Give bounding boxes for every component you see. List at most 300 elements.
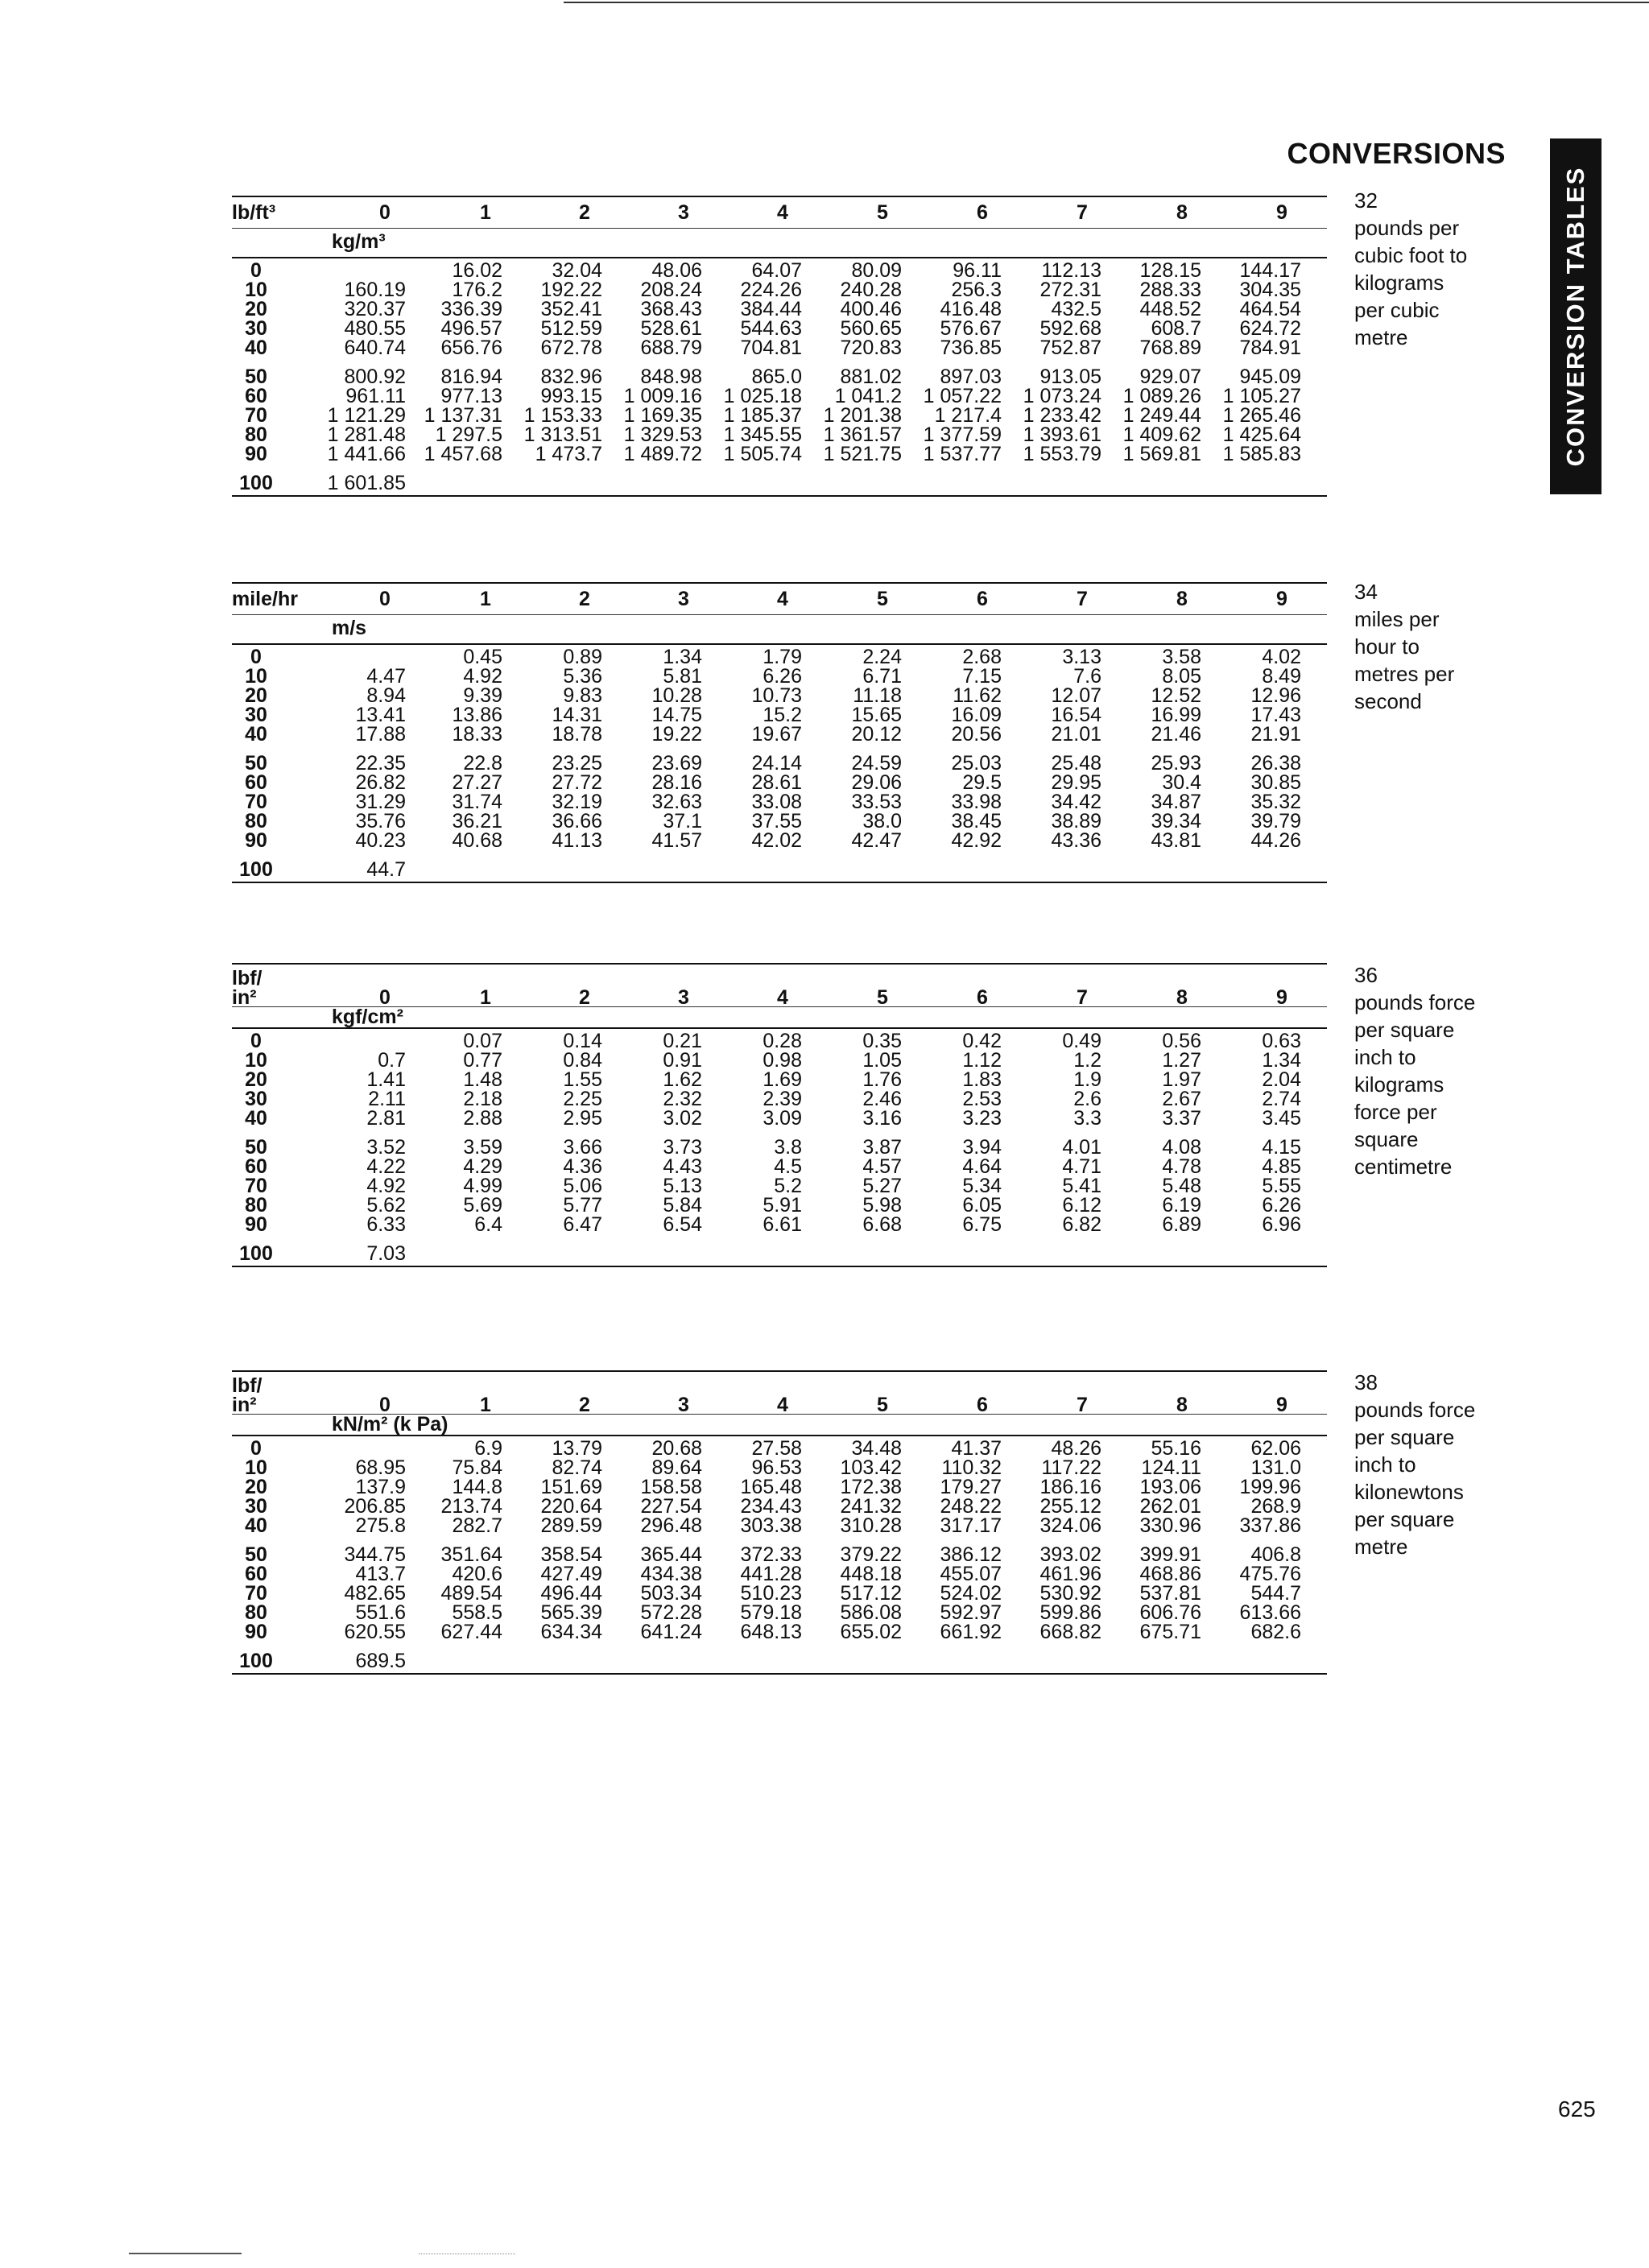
table-row [232, 858, 1327, 881]
table-cell: 365.44 [640, 1543, 702, 1566]
table-cell: 213.74 [440, 1495, 502, 1518]
table-cell: 512.59 [540, 317, 602, 340]
table-cell: 1 425.64 [1222, 423, 1301, 446]
table-cell: 1 441.66 [327, 443, 406, 465]
description-line: cubic foot to [1354, 243, 1468, 267]
table-cell: 468.86 [1139, 1563, 1201, 1585]
page-top-rule [564, 2, 1649, 3]
table-cell: 33.08 [751, 791, 802, 813]
row-label: 40 [245, 723, 267, 746]
description-line: inch to [1354, 1452, 1416, 1477]
table-cell: 510.23 [740, 1582, 802, 1605]
table-cell: 993.15 [540, 385, 602, 407]
conversion-table-mile-hr-to-m-s [232, 582, 1327, 883]
table-cell: 5.55 [1262, 1175, 1301, 1197]
row-label: 10 [245, 1049, 267, 1072]
table-cell: 3.16 [862, 1107, 902, 1130]
table-row [232, 1621, 1327, 1641]
table-cell: 26.38 [1250, 752, 1301, 775]
description-line: per square [1354, 1018, 1455, 1042]
table-row [232, 684, 1327, 707]
table-cell: 0.35 [862, 1030, 902, 1052]
table-cell: 482.65 [344, 1582, 406, 1605]
table-cell: 1.9 [1073, 1068, 1101, 1091]
row-label: 0 [250, 1437, 262, 1460]
column-header: 2 [579, 986, 590, 1009]
row-label: 10 [245, 279, 267, 301]
table-cell: 897.03 [940, 366, 1002, 388]
description-line: pounds force [1354, 1398, 1476, 1422]
table-cell: 220.64 [540, 1495, 602, 1518]
table-cell: 4.08 [1162, 1136, 1201, 1159]
row-label: 20 [245, 1068, 267, 1091]
table-cell: 288.33 [1139, 279, 1201, 301]
table-cell: 816.94 [440, 366, 502, 388]
column-header: 4 [777, 1394, 788, 1416]
table-cell: 2.6 [1073, 1088, 1101, 1110]
table-body [232, 1029, 1327, 1265]
row-label: 80 [245, 423, 267, 446]
table-row [232, 752, 1327, 775]
table-cell: 6.9 [474, 1437, 502, 1460]
row-label: 70 [245, 404, 267, 427]
description-line: metre [1354, 1535, 1408, 1559]
table-end-rule [232, 1266, 1327, 1267]
column-header: 0 [379, 588, 391, 610]
table-cell: 6.05 [962, 1194, 1002, 1217]
table-cell: 5.81 [663, 665, 702, 688]
table-row [232, 665, 1327, 688]
table-cell: 0.42 [962, 1030, 1002, 1052]
table-cell: 6.68 [862, 1213, 902, 1236]
table-cell: 627.44 [440, 1621, 502, 1643]
table-cell: 165.48 [740, 1476, 802, 1498]
column-header: 1 [480, 588, 491, 610]
table-cell: 282.7 [452, 1514, 502, 1537]
table-cell: 7.03 [366, 1242, 406, 1265]
table-cell: 6.4 [474, 1213, 502, 1236]
table-cell: 22.8 [463, 752, 502, 775]
table-cell: 4.92 [463, 665, 502, 688]
table-cell: 55.16 [1151, 1437, 1201, 1460]
column-header: 9 [1276, 1394, 1287, 1416]
table-cell: 832.96 [540, 366, 602, 388]
table-description [1354, 187, 1515, 351]
table-cell: 6.19 [1162, 1194, 1201, 1217]
table-cell: 1 329.53 [623, 423, 702, 446]
row-label: 100 [239, 858, 273, 881]
table-cell: 475.76 [1239, 1563, 1301, 1585]
column-header: 8 [1176, 986, 1188, 1009]
table-cell: 2.88 [463, 1107, 502, 1130]
sub-unit-label: m/s [332, 617, 367, 639]
table-cell: 413.7 [355, 1563, 406, 1585]
table-cell: 38.0 [862, 810, 902, 832]
table-cell: 736.85 [940, 337, 1002, 359]
row-label: 90 [245, 1621, 267, 1643]
table-cell: 40.23 [355, 829, 406, 852]
column-header: 3 [678, 1394, 689, 1416]
table-cell: 324.06 [1039, 1514, 1101, 1537]
table-cell: 1 281.48 [327, 423, 406, 446]
table-cell: 1.2 [1073, 1049, 1101, 1072]
row-label: 40 [245, 337, 267, 359]
table-cell: 2.81 [366, 1107, 406, 1130]
table-cell: 80.09 [851, 259, 902, 282]
table-row [232, 1457, 1327, 1477]
table-cell: 1 345.55 [723, 423, 802, 446]
table-cell: 124.11 [1141, 1456, 1201, 1479]
table-cell: 3.58 [1162, 646, 1201, 668]
row-label: 30 [245, 317, 267, 340]
description-line: per square [1354, 1425, 1455, 1449]
table-cell: 131.0 [1250, 1456, 1301, 1479]
table-cell: 1 201.38 [823, 404, 902, 427]
table-cell: 37.55 [751, 810, 802, 832]
table-cell: 6.54 [663, 1213, 702, 1236]
table-cell: 255.12 [1039, 1495, 1101, 1518]
table-cell: 1 473.7 [535, 443, 602, 465]
description-line: kilograms [1354, 1072, 1444, 1097]
table-cell: 310.28 [840, 1514, 902, 1537]
table-cell: 248.22 [940, 1495, 1002, 1518]
table-cell: 455.07 [940, 1563, 1002, 1585]
table-cell: 3.94 [962, 1136, 1002, 1159]
table-row [232, 723, 1327, 746]
table-row [232, 1213, 1327, 1236]
table-cell: 320.37 [344, 298, 406, 320]
row-label: 100 [239, 472, 273, 494]
table-cell: 565.39 [540, 1601, 602, 1624]
table-row [232, 1089, 1327, 1108]
table-cell: 489.54 [440, 1582, 502, 1605]
table-cell: 9.39 [463, 684, 502, 707]
table-cell: 668.82 [1039, 1621, 1101, 1643]
header-bottom-rule [232, 643, 1327, 645]
table-cell: 48.06 [651, 259, 702, 282]
table-cell: 12.07 [1051, 684, 1101, 707]
table-cell: 40.68 [452, 829, 502, 852]
table-cell: 3.13 [1062, 646, 1101, 668]
table-cell: 358.54 [540, 1543, 602, 1566]
table-cell: 38.45 [951, 810, 1002, 832]
table-cell: 192.22 [540, 279, 602, 301]
table-cell: 848.98 [640, 366, 702, 388]
table-cell: 517.12 [840, 1582, 902, 1605]
table-row [232, 259, 1327, 282]
row-label: 0 [250, 259, 262, 282]
table-cell: 464.54 [1239, 298, 1301, 320]
table-cell: 0.45 [463, 646, 502, 668]
description-line: metre [1354, 325, 1408, 349]
table-cell: 4.71 [1062, 1155, 1101, 1178]
table-cell: 524.02 [940, 1582, 1002, 1605]
table-cell: 275.8 [355, 1514, 406, 1537]
table-cell: 6.33 [366, 1213, 406, 1236]
table-cell: 1 569.81 [1122, 443, 1201, 465]
table-cell: 1 137.31 [424, 404, 502, 427]
table-cell: 33.98 [951, 791, 1002, 813]
table-cell: 27.58 [751, 1437, 802, 1460]
table-cell: 480.55 [344, 317, 406, 340]
row-label: 80 [245, 1601, 267, 1624]
table-cell: 1.69 [763, 1068, 802, 1091]
table-row [232, 829, 1327, 852]
table-cell: 656.76 [440, 337, 502, 359]
row-label: 60 [245, 771, 267, 794]
table-cell: 4.85 [1262, 1155, 1301, 1178]
table-cell: 572.28 [640, 1601, 702, 1624]
table-header [232, 1370, 1327, 1436]
table-cell: 234.43 [740, 1495, 802, 1518]
table-cell: 272.31 [1039, 279, 1101, 301]
row-label: 30 [245, 1088, 267, 1110]
sub-unit-label: kg/m³ [332, 230, 386, 253]
table-cell: 1 313.51 [523, 423, 602, 446]
table-cell: 2.74 [1262, 1088, 1301, 1110]
table-row [232, 1031, 1327, 1050]
table-cell: 103.42 [840, 1456, 902, 1479]
table-cell: 1 153.33 [523, 404, 602, 427]
header-divider [232, 1006, 1327, 1007]
table-cell: 18.33 [452, 723, 502, 746]
table-cell: 268.9 [1250, 1495, 1301, 1518]
table-cell: 43.36 [1051, 829, 1101, 852]
table-cell: 42.02 [751, 829, 802, 852]
table-cell: 3.37 [1162, 1107, 1201, 1130]
table-cell: 945.09 [1239, 366, 1301, 388]
table-cell: 6.26 [1262, 1194, 1301, 1217]
table-cell: 13.86 [452, 704, 502, 726]
column-header: 9 [1276, 986, 1287, 1009]
table-cell: 48.26 [1051, 1437, 1101, 1460]
table-cell: 34.42 [1051, 791, 1101, 813]
column-header: 6 [977, 1394, 988, 1416]
description-line: square [1354, 1127, 1419, 1151]
table-cell: 96.11 [953, 259, 1002, 282]
table-cell: 592.68 [1039, 317, 1101, 340]
table-cell: 606.76 [1139, 1601, 1201, 1624]
table-cell: 2.18 [463, 1088, 502, 1110]
table-cell: 68.95 [355, 1456, 406, 1479]
table-cell: 752.87 [1039, 337, 1101, 359]
table-cell: 913.05 [1039, 366, 1101, 388]
description-line: hour to [1354, 634, 1420, 659]
table-cell: 8.94 [366, 684, 406, 707]
table-cell: 672.78 [540, 337, 602, 359]
column-header: 9 [1276, 201, 1287, 224]
table-row [232, 366, 1327, 386]
table-cell: 1.34 [663, 646, 702, 668]
table-cell: 62.06 [1250, 1437, 1301, 1460]
table-cell: 21.91 [1250, 723, 1301, 746]
table-cell: 4.92 [366, 1175, 406, 1197]
table-cell: 6.71 [862, 665, 902, 688]
table-cell: 558.5 [452, 1601, 502, 1624]
table-cell: 82.74 [552, 1456, 602, 1479]
column-header: 4 [777, 588, 788, 610]
table-row [232, 791, 1327, 811]
row-label: 0 [250, 646, 262, 668]
table-cell: 20.56 [951, 723, 1002, 746]
table-cell: 3.59 [463, 1136, 502, 1159]
table-row [232, 1155, 1327, 1178]
table-number: 32 [1354, 188, 1378, 213]
table-cell: 5.34 [962, 1175, 1002, 1197]
table-row [232, 473, 1327, 492]
table-row [232, 299, 1327, 318]
unit-label: lb/ft³ [232, 201, 276, 224]
table-cell: 240.28 [840, 279, 902, 301]
row-label: 30 [245, 704, 267, 726]
table-cell: 336.39 [440, 298, 502, 320]
table-cell: 368.43 [640, 298, 702, 320]
table-cell: 416.48 [940, 298, 1002, 320]
table-cell: 6.89 [1162, 1213, 1201, 1236]
footer-rule [129, 2253, 242, 2254]
table-cell: 33.53 [851, 791, 902, 813]
table-cell: 720.83 [840, 337, 902, 359]
table-cell: 393.02 [1039, 1543, 1101, 1566]
table-cell: 675.71 [1139, 1621, 1201, 1643]
table-cell: 1 537.77 [923, 443, 1002, 465]
table-cell: 4.15 [1262, 1136, 1301, 1159]
row-label: 70 [245, 791, 267, 813]
table-cell: 1 361.57 [823, 423, 902, 446]
table-cell: 1 025.18 [723, 385, 802, 407]
table-cell: 2.53 [962, 1088, 1002, 1110]
table-cell: 0.14 [563, 1030, 602, 1052]
table-cell: 7.6 [1073, 665, 1101, 688]
table-cell: 6.82 [1062, 1213, 1101, 1236]
table-cell: 599.86 [1039, 1601, 1101, 1624]
table-row [232, 1515, 1327, 1535]
header-divider [232, 228, 1327, 229]
column-header: 7 [1077, 588, 1088, 610]
column-header: 6 [977, 986, 988, 1009]
column-header: 4 [777, 986, 788, 1009]
table-cell: 28.16 [651, 771, 702, 794]
table-cell: 5.48 [1162, 1175, 1201, 1197]
table-cell: 23.25 [552, 752, 602, 775]
description-line: kilonewtons [1354, 1480, 1464, 1504]
description-line: second [1354, 689, 1422, 713]
table-cell: 29.5 [962, 771, 1002, 794]
table-cell: 75.84 [452, 1456, 502, 1479]
table-cell: 2.04 [1262, 1068, 1301, 1091]
table-description [1354, 1369, 1515, 1560]
row-label: 90 [245, 1213, 267, 1236]
table-number: 38 [1354, 1370, 1378, 1394]
table-cell: 27.72 [552, 771, 602, 794]
row-label: 80 [245, 810, 267, 832]
table-row [232, 1107, 1327, 1130]
table-end-rule [232, 882, 1327, 883]
table-cell: 5.13 [663, 1175, 702, 1197]
table-cell: 1 489.72 [623, 443, 702, 465]
unit-label: in² [232, 1394, 257, 1416]
table-cell: 406.8 [1250, 1543, 1301, 1566]
row-label: 20 [245, 1476, 267, 1498]
table-cell: 2.46 [862, 1088, 902, 1110]
table-cell: 0.07 [463, 1030, 502, 1052]
table-cell: 8.49 [1262, 665, 1301, 688]
table-cell: 2.32 [663, 1088, 702, 1110]
table-cell: 144.17 [1239, 259, 1301, 282]
table-cell: 144.8 [452, 1476, 502, 1498]
conversion-table-lbf-in2-to-kn-m2 [232, 1370, 1327, 1675]
table-cell: 38.89 [1051, 810, 1101, 832]
column-header: 0 [379, 201, 391, 224]
table-cell: 503.34 [640, 1582, 702, 1605]
table-cell: 186.16 [1039, 1476, 1101, 1498]
table-cell: 193.06 [1139, 1476, 1201, 1498]
conversion-table-lb-ft3-to-kg-m3 [232, 196, 1327, 497]
table-cell: 399.91 [1139, 1543, 1201, 1566]
table-cell: 613.66 [1239, 1601, 1301, 1624]
table-cell: 16.09 [951, 704, 1002, 726]
table-cell: 689.5 [355, 1650, 406, 1672]
table-cell: 1 521.75 [823, 443, 902, 465]
table-cell: 41.37 [951, 1437, 1002, 1460]
table-cell: 865.0 [751, 366, 802, 388]
table-cell: 25.93 [1151, 752, 1201, 775]
unit-label: mile/hr [232, 588, 298, 610]
table-row [232, 1477, 1327, 1496]
description-line: miles per [1354, 607, 1440, 631]
table-cell: 2.67 [1162, 1088, 1201, 1110]
table-cell: 29.06 [851, 771, 902, 794]
table-cell: 2.11 [368, 1088, 406, 1110]
table-row [232, 1582, 1327, 1605]
column-header: 0 [379, 986, 391, 1009]
table-cell: 337.86 [1239, 1514, 1301, 1537]
table-cell: 351.64 [440, 1543, 502, 1566]
table-row [232, 1136, 1327, 1159]
table-cell: 35.76 [355, 810, 406, 832]
table-cell: 1 409.62 [1122, 423, 1201, 446]
table-cell: 28.61 [751, 771, 802, 794]
column-header: 0 [379, 1394, 391, 1416]
table-cell: 36.21 [452, 810, 502, 832]
table-cell: 5.36 [563, 665, 602, 688]
table-row [232, 704, 1327, 724]
page-number: 625 [1558, 2097, 1596, 2121]
table-cell: 352.41 [540, 298, 602, 320]
row-label: 100 [239, 1242, 273, 1265]
unit-label: lbf/ [232, 1374, 262, 1397]
table-cell: 17.88 [355, 723, 406, 746]
table-cell: 496.44 [540, 1582, 602, 1605]
header-bottom-rule [232, 257, 1327, 258]
row-label: 80 [245, 1194, 267, 1217]
column-header: 2 [579, 588, 590, 610]
table-row [232, 1069, 1327, 1089]
table-cell: 5.98 [862, 1194, 902, 1217]
table-row [232, 771, 1327, 794]
table-cell: 29.95 [1051, 771, 1101, 794]
unit-label: in² [232, 986, 257, 1009]
table-cell: 15.2 [763, 704, 802, 726]
table-cell: 0.7 [378, 1049, 406, 1072]
table-cell: 1 009.16 [623, 385, 702, 407]
table-cell: 151.69 [540, 1476, 602, 1498]
conversion-table-lbf-in2-to-kgf-cm2 [232, 963, 1327, 1267]
table-cell: 34.48 [851, 1437, 902, 1460]
table-row [232, 317, 1327, 340]
table-cell: 317.17 [940, 1514, 1002, 1537]
table-cell: 1 089.26 [1122, 385, 1201, 407]
